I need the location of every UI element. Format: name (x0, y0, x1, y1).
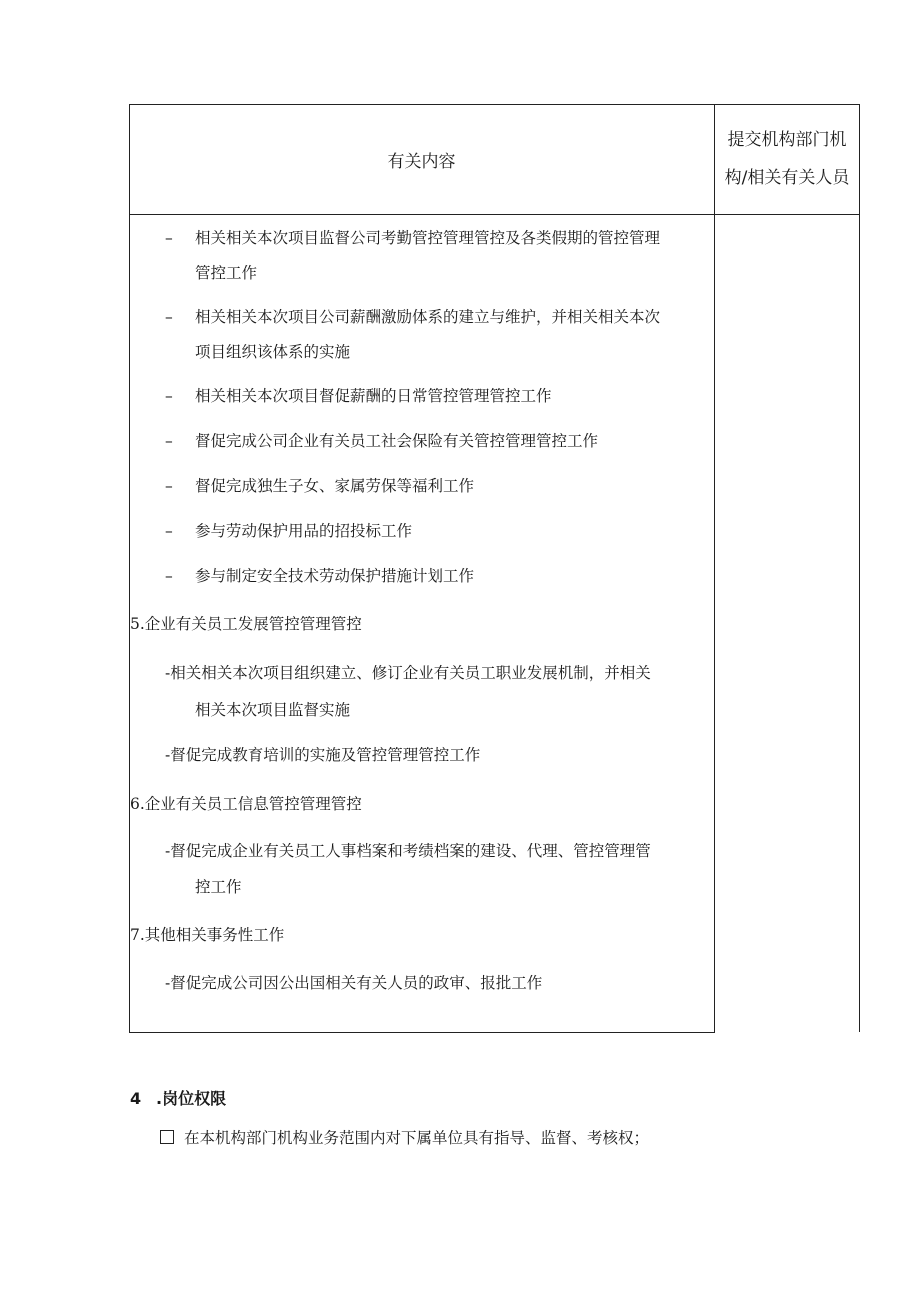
header-submitter-line-2: 构/相关有关人员 (724, 168, 850, 188)
list-item-continuation: 控工作 (195, 878, 242, 896)
table-column-divider (714, 104, 715, 1033)
dash-bullet: – (165, 567, 173, 585)
dash-bullet: – (165, 308, 173, 326)
list-item-continuation: 相关本次项目监督实施 (195, 701, 351, 719)
list-item-text: -督促完成企业有关员工人事档案和考绩档案的建设、代理、管控管理管 (165, 842, 651, 860)
list-item-text: -督促完成教育培训的实施及管控管理管控工作 (165, 746, 481, 764)
checkbox-icon (160, 1130, 174, 1144)
list-item-continuation: 项目组织该体系的实施 (195, 343, 351, 361)
section-title: .岗位权限 (156, 1089, 227, 1108)
list-item-text: 参与制定安全技术劳动保护措施计划工作 (195, 567, 475, 585)
list-item-text: 相关相关本次项目公司薪酬激励体系的建立与维护，并相关相关本次 (195, 308, 661, 326)
table-header-submitter (715, 104, 859, 214)
table-header-content (129, 104, 714, 214)
dash-bullet: – (165, 387, 173, 405)
list-item-text: 相关相关本次项目督促薪酬的日常管控管理管控工作 (195, 387, 552, 405)
duties-table (129, 104, 860, 1033)
dash-bullet: – (165, 229, 173, 247)
list-item-text: -督促完成公司因公出国相关有关人员的政审、报批工作 (165, 974, 543, 992)
section-4-heading (130, 1086, 226, 1109)
header-submitter-line-1: 提交机构部门机 (727, 130, 847, 150)
permission-item (160, 1126, 649, 1148)
section-heading: 6.企业有关员工信息管控管理管控 (130, 795, 362, 813)
list-item-text: 督促完成公司企业有关员工社会保险有关管控管理管控工作 (195, 432, 599, 450)
list-item-text: 督促完成独生子女、家属劳保等福利工作 (195, 477, 475, 495)
header-content-label: 有关内容 (387, 151, 456, 172)
list-item-text: 参与劳动保护用品的招投标工作 (195, 522, 413, 540)
list-item-text: -相关相关本次项目组织建立、修订企业有关员工职业发展机制，并相关 (165, 664, 651, 682)
section-heading: 5.企业有关员工发展管控管理管控 (130, 615, 362, 633)
permission-text: 在本机构部门机构业务范围内对下属单位具有指导、监督、考核权； (184, 1129, 650, 1147)
dash-bullet: – (165, 432, 173, 450)
table-header-divider (129, 214, 860, 215)
table-border-left (129, 104, 130, 1033)
dash-bullet: – (165, 522, 173, 540)
section-number: 4 (130, 1089, 142, 1108)
table-border-right (859, 104, 860, 1032)
list-item-text: 相关相关本次项目监督公司考勤管控管理管控及各类假期的管控管理 (195, 229, 661, 247)
table-border-bottom (129, 1032, 715, 1033)
list-item-continuation: 管控工作 (195, 264, 258, 282)
section-heading: 7.其他相关事务性工作 (130, 926, 285, 944)
dash-bullet: – (165, 477, 173, 495)
